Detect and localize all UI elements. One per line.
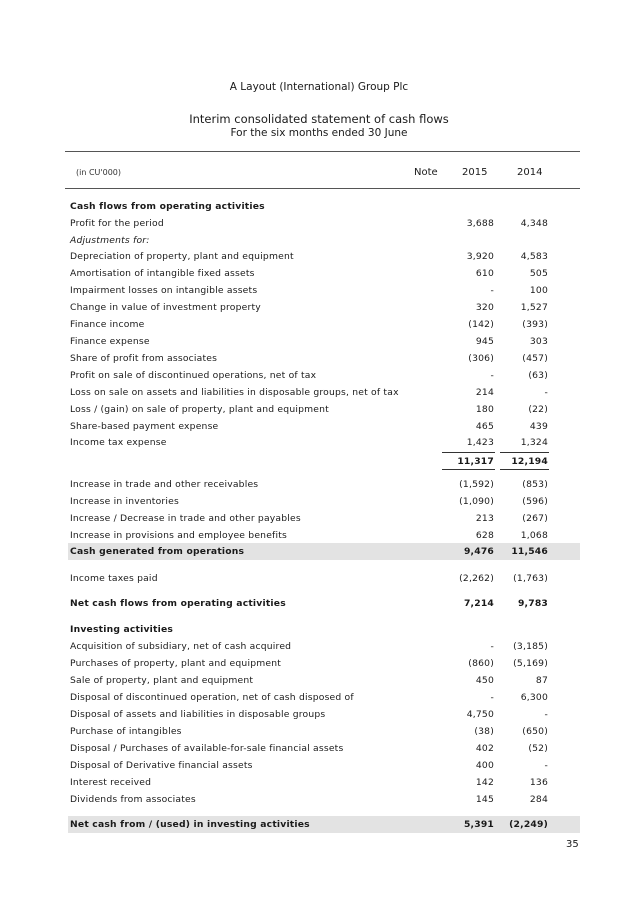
- value-2015: (1,592): [459, 479, 494, 490]
- value-2014: (22): [528, 404, 548, 415]
- value-2015: (142): [468, 319, 494, 330]
- value-2015: 450: [475, 675, 494, 686]
- table-row: [68, 527, 580, 544]
- value-2015: (38): [474, 726, 494, 737]
- value-2014: 100: [529, 285, 548, 296]
- subtotal-underline: [442, 469, 495, 470]
- value-2014: 1,068: [520, 530, 548, 541]
- table-row: [68, 757, 580, 774]
- statement-title: Interim consolidated statement of cash flows: [189, 112, 449, 126]
- row-label: Loss / (gain) on sale of property, plant and equipment: [70, 404, 329, 415]
- value-2015: 610: [475, 268, 494, 279]
- value-2015: 320: [475, 302, 494, 313]
- row-label: Increase in trade and other receivables: [70, 479, 259, 490]
- value-2015: 9,476: [463, 546, 494, 557]
- value-2014: (267): [522, 513, 548, 524]
- row-label: Impairment losses on intangible assets: [70, 285, 258, 296]
- row-label: Cash flows from operating activities: [70, 201, 265, 212]
- row-label: Purchases of property, plant and equipment: [70, 658, 282, 669]
- row-label: Disposal / Purchases of available-for-sale financial assets: [70, 743, 344, 754]
- table-row: [68, 367, 580, 384]
- row-label: Increase / Decrease in trade and other payables: [70, 513, 301, 524]
- table-row: [68, 723, 580, 740]
- row-label: Sale of property, plant and equipment: [70, 675, 254, 686]
- statement-period: For the six months ended 30 June: [230, 127, 408, 139]
- row-label: Adjustments for:: [70, 235, 150, 246]
- row-label: Increase in inventories: [70, 496, 179, 507]
- value-2015: (306): [468, 353, 494, 364]
- row-label: Profit on sale of discontinued operations, net of tax: [70, 370, 317, 381]
- value-2015: 214: [475, 387, 494, 398]
- row-label: Finance expense: [70, 336, 150, 347]
- row-label: Purchase of intangibles: [70, 726, 182, 737]
- subtotal-underline: [500, 452, 549, 453]
- value-2014: 87: [535, 675, 548, 686]
- value-2015: (1,090): [459, 496, 494, 507]
- value-2015: 3,920: [466, 251, 494, 262]
- row-label: Profit for the period: [70, 218, 164, 229]
- value-2014: -: [544, 709, 548, 720]
- value-2014: (63): [528, 370, 548, 381]
- value-2015: -: [490, 370, 494, 381]
- row-label: Dividends from associates: [70, 794, 196, 805]
- table-row: [68, 232, 580, 249]
- table-row: [68, 570, 580, 587]
- column-header-note: Note: [414, 167, 438, 178]
- table-row: [68, 595, 580, 612]
- unit-label: (in CU'000): [76, 168, 121, 177]
- table-row: [68, 791, 580, 808]
- value-2015: 400: [475, 760, 494, 771]
- value-2015: 402: [475, 743, 494, 754]
- company-name: A Layout (International) Group Plc: [229, 81, 409, 93]
- row-label: Depreciation of property, plant and equipment: [70, 251, 294, 262]
- value-2015: 3,688: [466, 218, 494, 229]
- row-label: Increase in provisions and employee benefits: [70, 530, 288, 541]
- value-2014: (3,185): [513, 641, 548, 652]
- subtotal-underline: [500, 469, 549, 470]
- table-row: [68, 510, 580, 527]
- value-2015: -: [490, 641, 494, 652]
- row-label: Loss on sale on assets and liabilities in disposable groups, net of tax: [70, 387, 399, 398]
- table-row: [68, 543, 580, 560]
- table-row: [68, 418, 580, 435]
- value-2014: 1,324: [520, 437, 548, 448]
- value-2015: 213: [475, 513, 494, 524]
- table-row: [68, 706, 580, 723]
- row-label: Cash generated from operations: [70, 546, 245, 557]
- value-2014: 11,546: [511, 546, 548, 557]
- table-row: [68, 316, 580, 333]
- column-header-2015: 2015: [462, 167, 488, 178]
- value-2014: 439: [529, 421, 548, 432]
- row-label: Share-based payment expense: [70, 421, 219, 432]
- table-row: [68, 774, 580, 791]
- value-2015: 1,423: [466, 437, 494, 448]
- value-2014: 4,348: [520, 218, 548, 229]
- value-2015: 945: [475, 336, 494, 347]
- table-row: [68, 655, 580, 672]
- column-header-rule: [65, 188, 580, 189]
- table-row: [68, 265, 580, 282]
- value-2014: 1,527: [520, 302, 548, 313]
- table-row: [68, 453, 580, 470]
- value-2014: 284: [529, 794, 548, 805]
- value-2014: 9,783: [517, 598, 548, 609]
- row-label: Acquisition of subsidiary, net of cash acquired: [70, 641, 292, 652]
- value-2015: 142: [475, 777, 494, 788]
- value-2014: 505: [529, 268, 548, 279]
- value-2015: -: [490, 692, 494, 703]
- value-2015: (860): [468, 658, 494, 669]
- value-2015: (2,262): [459, 573, 494, 584]
- value-2015: 7,214: [463, 598, 494, 609]
- value-2014: (596): [522, 496, 548, 507]
- table-row: [68, 740, 580, 757]
- table-row: [68, 434, 580, 451]
- value-2015: 5,391: [463, 819, 494, 830]
- table-row: [68, 816, 580, 833]
- table-row: [68, 333, 580, 350]
- value-2014: 6,300: [520, 692, 548, 703]
- table-row: [68, 621, 580, 638]
- value-2015: 4,750: [466, 709, 494, 720]
- row-label: Interest received: [70, 777, 152, 788]
- row-label: Disposal of Derivative financial assets: [70, 760, 253, 771]
- value-2014: -: [544, 760, 548, 771]
- value-2014: 4,583: [520, 251, 548, 262]
- value-2015: 465: [475, 421, 494, 432]
- value-2015: 11,317: [457, 456, 494, 467]
- row-label: Net cash from / (used) in investing activities: [70, 819, 310, 830]
- page-number: 35: [566, 839, 579, 850]
- value-2014: 12,194: [511, 456, 548, 467]
- value-2014: 303: [529, 336, 548, 347]
- table-row: [68, 493, 580, 510]
- row-label: Income taxes paid: [70, 573, 158, 584]
- row-label: Net cash flows from operating activities: [70, 598, 286, 609]
- column-header-2014: 2014: [517, 167, 543, 178]
- value-2014: (2,249): [509, 819, 548, 830]
- value-2014: -: [544, 387, 548, 398]
- header-rule: [65, 151, 580, 152]
- table-row: [68, 672, 580, 689]
- table-row: [68, 689, 580, 706]
- table-row: [68, 384, 580, 401]
- table-row: [68, 282, 580, 299]
- table-row: [68, 215, 580, 232]
- row-label: Change in value of investment property: [70, 302, 261, 313]
- table-row: [68, 476, 580, 493]
- value-2014: (853): [522, 479, 548, 490]
- subtotal-underline: [442, 452, 495, 453]
- value-2015: 628: [475, 530, 494, 541]
- table-row: [68, 198, 580, 215]
- value-2014: (5,169): [513, 658, 548, 669]
- value-2015: 180: [475, 404, 494, 415]
- table-row: [68, 248, 580, 265]
- value-2015: -: [490, 285, 494, 296]
- table-row: [68, 299, 580, 316]
- row-label: Amortisation of intangible fixed assets: [70, 268, 255, 279]
- table-row: [68, 401, 580, 418]
- row-label: Share of profit from associates: [70, 353, 218, 364]
- value-2014: 136: [529, 777, 548, 788]
- table-row: [68, 638, 580, 655]
- row-label: Disposal of assets and liabilities in disposable groups: [70, 709, 326, 720]
- value-2014: (1,763): [513, 573, 548, 584]
- value-2014: (393): [522, 319, 548, 330]
- value-2014: (457): [522, 353, 548, 364]
- table-row: [68, 350, 580, 367]
- row-label: Investing activities: [70, 624, 174, 635]
- row-label: Income tax expense: [70, 437, 167, 448]
- value-2014: (650): [522, 726, 548, 737]
- value-2014: (52): [528, 743, 548, 754]
- row-label: Finance income: [70, 319, 145, 330]
- row-label: Disposal of discontinued operation, net of cash disposed of: [70, 692, 354, 703]
- value-2015: 145: [475, 794, 494, 805]
